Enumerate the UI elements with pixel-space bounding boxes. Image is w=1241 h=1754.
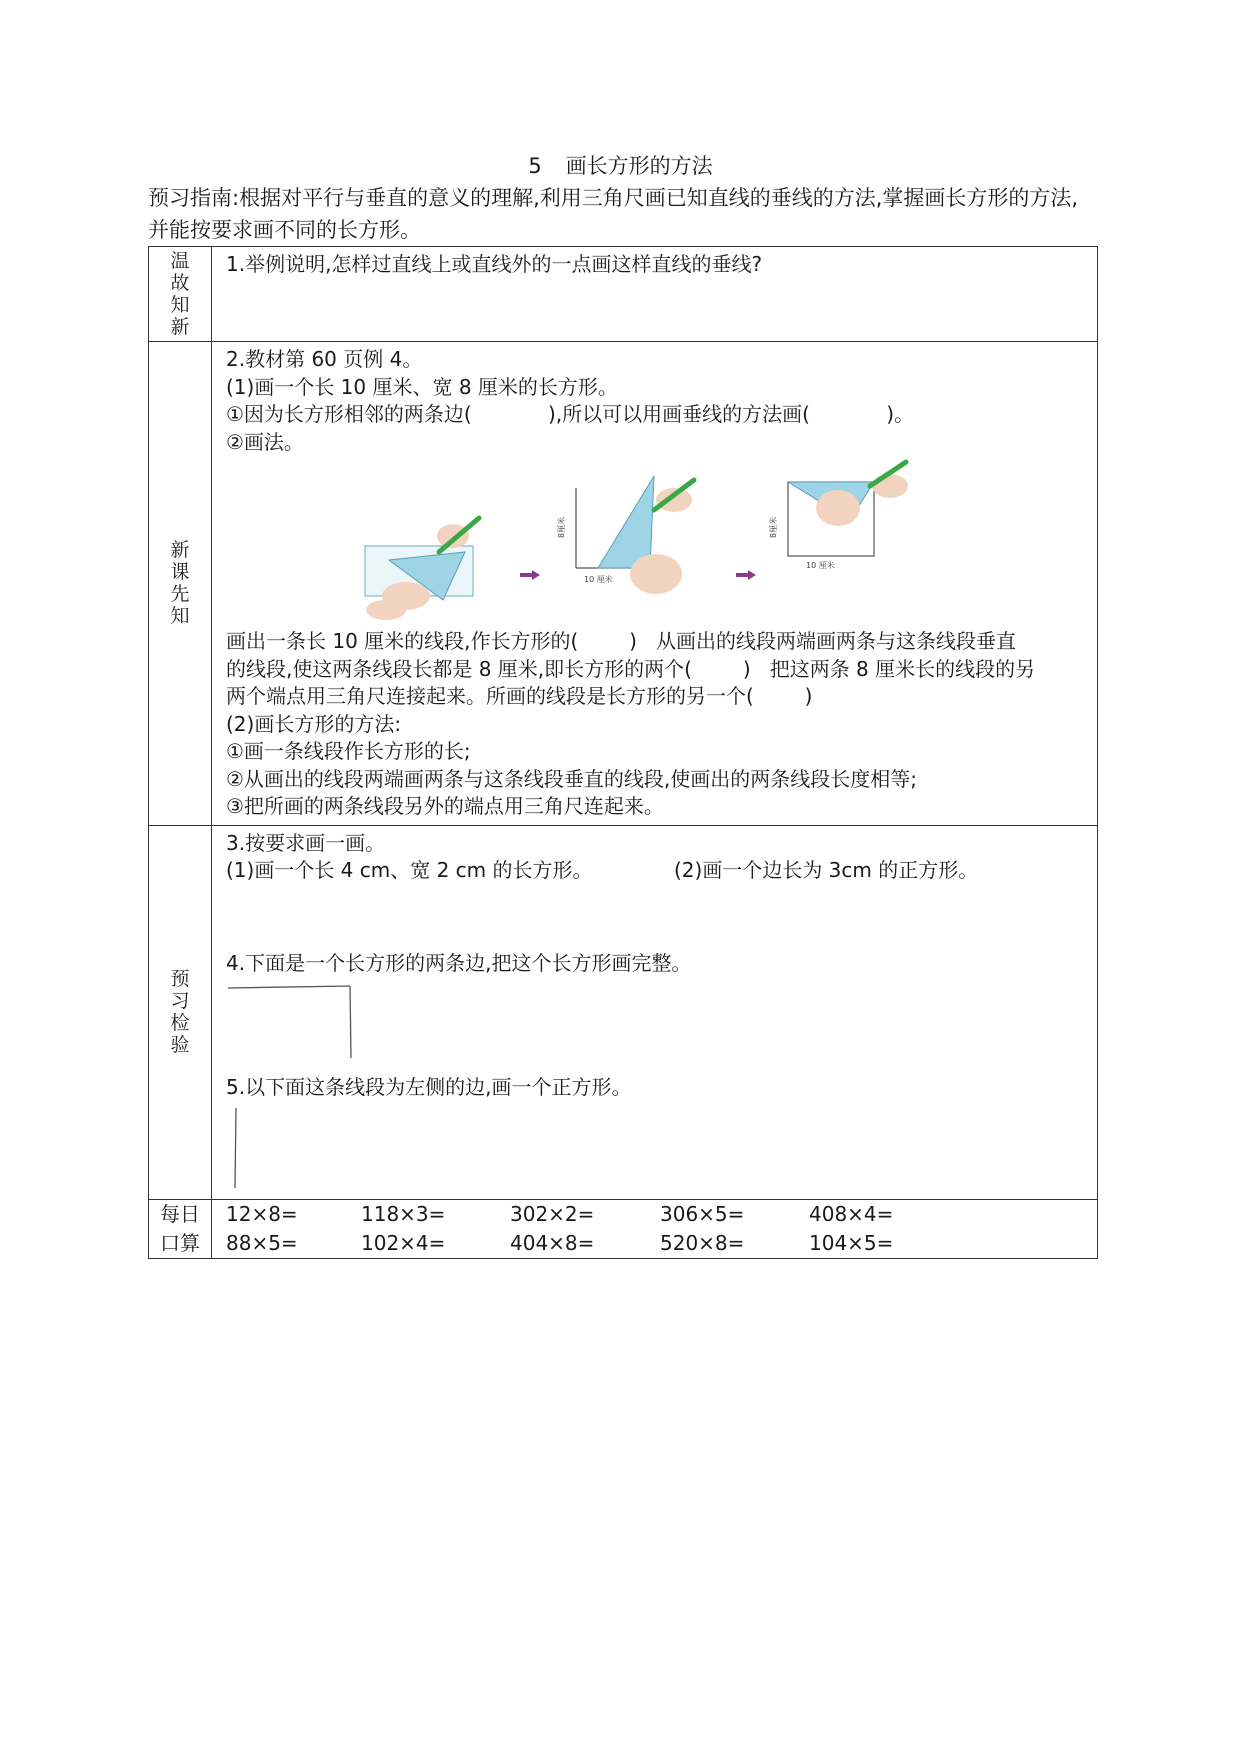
triangle-ruler-icon: [598, 476, 654, 568]
step-2-illustration: [554, 458, 714, 608]
daily-label-cell: [149, 1199, 212, 1258]
new-lesson-row: [149, 342, 1098, 826]
daily-label-line-2: 口算: [160, 1230, 200, 1255]
daily-calc-row: [149, 1199, 1098, 1258]
question-2-part-2: (2)画长方形的方法:: [226, 711, 402, 736]
review-label-cell: [149, 247, 212, 342]
new-lesson-label-cell: [149, 342, 212, 826]
question-2-part-1: (1)画一个长 10 厘米、宽 8 厘米的长方形。: [226, 374, 618, 399]
question-1: 1.举例说明,怎样过直线上或直线外的一点画这样直线的垂线?: [226, 252, 763, 276]
rectangle-two-sides-figure: [226, 984, 356, 1060]
question-5: 5.以下面这条线段为左侧的边,画一个正方形。: [226, 1074, 632, 1099]
method-step-1: ①画一条线段作长方形的长;: [226, 739, 471, 763]
question-3-part-2: (2)画一个边长为 3cm 的正方形。: [674, 858, 979, 882]
right-hand-icon: [872, 474, 908, 498]
calc-item: 102×4=: [361, 1230, 446, 1255]
method-text-line-2: 的线段,使这两条线段长都是 8 厘米,即长方形的两个( ) 把这两条 8 厘米长的线段的另: [226, 656, 1036, 681]
question-3: 3.按要求画一画。: [226, 830, 386, 855]
calc-item: 408×4=: [809, 1201, 894, 1226]
check-label: 预习检验: [170, 968, 190, 1056]
left-hand-icon: [630, 554, 682, 594]
length-label: 10 厘米: [806, 561, 835, 570]
review-label: 温故知新: [170, 250, 190, 338]
calc-row-2: [226, 1229, 1083, 1258]
calc-item: 520×8=: [660, 1230, 745, 1255]
calc-item: 118×3=: [361, 1201, 446, 1226]
height-label: 8厘米: [557, 516, 566, 538]
question-2-title: 2.教材第 60 页例 4。: [226, 347, 423, 371]
left-hand-icon: [816, 490, 860, 526]
check-row: [149, 825, 1098, 1199]
review-content-cell: [212, 247, 1098, 342]
arrow-right-icon: [736, 570, 756, 580]
square-left-side-figure: [226, 1106, 246, 1190]
worksheet-table: [148, 246, 1098, 1259]
lesson-title: 画长方形的方法: [565, 154, 713, 178]
method-text-line-1: 画出一条长 10 厘米的线段,作长方形的( ) 从画出的线段两端画两条与这条线段垂直: [226, 629, 1017, 653]
calc-item: 104×5=: [809, 1230, 894, 1255]
preview-guide: 预习指南:根据对平行与垂直的意义的理解,利用三角尺画已知直线的垂线的方法,掌握画长方形的方法,并能按要求画不同的长方形。: [148, 186, 1079, 242]
page-title: [0, 150, 1241, 180]
lesson-number: 5: [528, 154, 542, 178]
drawing-steps-figure: [226, 456, 1083, 628]
question-4: 4.下面是一个长方形的两条边,把这个长方形画完整。: [226, 950, 692, 975]
new-lesson-content-cell: [212, 342, 1098, 826]
calc-item: 306×5=: [660, 1201, 745, 1226]
height-label: 8厘米: [769, 516, 778, 538]
method-step-3: ③把所画的两条线段另外的端点用三角尺连起来。: [226, 794, 664, 818]
right-hand-icon: [656, 488, 692, 512]
calc-item: 302×2=: [510, 1201, 595, 1226]
calc-item: 88×5=: [226, 1230, 298, 1255]
question-2-part-1a: ①因为长方形相邻的两条边( ),所以可以用画垂线的方法画( )。: [226, 402, 915, 426]
new-lesson-label: 新课先知: [170, 539, 190, 628]
calc-item: 12×8=: [226, 1201, 298, 1226]
method-step-2: ②从画出的线段两端画两条与这条线段垂直的线段,使画出的两条线段长度相等;: [226, 766, 918, 791]
review-row: [149, 247, 1098, 342]
method-text-line-3: 两个端点用三角尺连接起来。所画的线段是长方形的另一个( ): [226, 684, 813, 708]
arrow-right-icon: [520, 570, 540, 580]
step-1-illustration: [361, 508, 491, 620]
daily-content-cell: [212, 1199, 1098, 1258]
calc-item: 404×8=: [510, 1230, 595, 1255]
question-3-part-1: (1)画一个长 4 cm、宽 2 cm 的长方形。: [226, 858, 593, 882]
check-label-cell: [149, 825, 212, 1199]
length-label: 10 厘米: [584, 575, 613, 584]
question-2-part-1b: ②画法。: [226, 429, 304, 454]
daily-label-line-1: 每日: [160, 1201, 200, 1226]
step-3-illustration: [766, 456, 936, 576]
check-content-cell: [212, 825, 1098, 1199]
calc-row-1: [226, 1200, 1083, 1229]
